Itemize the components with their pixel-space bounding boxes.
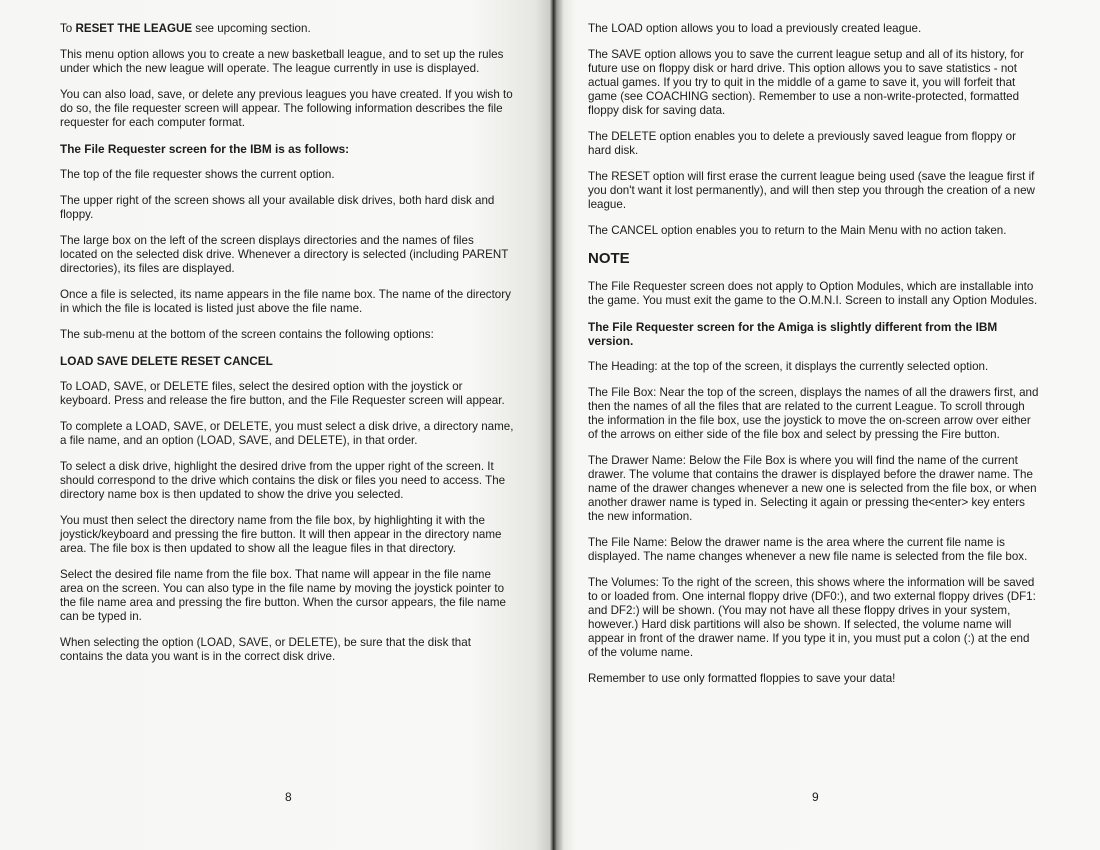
paragraph: The RESET option will first erase the current league being used (save the league first if you don't want it lost permanently), and will then step you through the creation of a new league. — [588, 170, 1035, 211]
note-heading: NOTE — [588, 250, 630, 267]
paragraph: The CANCEL option enables you to return to the Main Menu with no action taken. — [588, 224, 1007, 237]
paragraph: The File Box: Near the top of the screen, displays the names of all the drawers first, and then the names of all the files that are related to the current League. To scroll through the information in the file box, use the joystick to move the on-screen arrow over either of the arrows on either side of the file box and select by pressing the Fire button. — [588, 386, 1039, 441]
paragraph: Select the desired file name from the file box. That name will appear in the file name area on the screen. You can also type in the file name by moving the joystick pointer to the file name area and pressing the fire button. When the cursor appears, the file name can be typed in. — [60, 568, 506, 623]
paragraph: The upper right of the screen shows all your available disk drives, both hard disk and floppy. — [60, 194, 495, 221]
paragraph: The File Requester screen does not apply to Option Modules, which are installable into the game. You must exit the game to the O.M.N.I. Screen to install any Option Modules. — [588, 280, 1038, 307]
reset-league-intro — [60, 22, 514, 36]
paragraph: When selecting the option (LOAD, SAVE, or DELETE), be sure that the disk that contains the data you want is in the correct disk drive. — [60, 636, 471, 663]
paragraph: Once a file is selected, its name appears in the file name box. The name of the directory in which the file is located is listed just above the file name. — [60, 288, 511, 315]
paragraph: The Volumes: To the right of the screen, this shows where the information will be saved to or loaded from. One internal floppy drive (DF0:), and two external floppy drives (DF1: and DF2:) will be shown. (You may not have all these floppy drives in your system, however.) Hard disk partitions will also be shown. If selected, the volume name will appear in front of the drawer name. If you type it in, you must put a colon (:) at the end of the volume name. — [588, 576, 1036, 659]
amiga-section-heading: The File Requester screen for the Amiga is slightly different from the IBM version. — [588, 320, 998, 348]
paragraph: The DELETE option enables you to delete a previously saved league from floppy or hard disk. — [588, 130, 1016, 157]
page-number: 9 — [812, 790, 819, 804]
page-number: 8 — [285, 790, 292, 804]
options-heading: LOAD SAVE DELETE RESET CANCEL — [60, 354, 273, 368]
left-text-column — [60, 22, 514, 676]
paragraph: The SAVE option allows you to save the current league setup and all of its history, for future use on floppy disk or hard drive. This option allows you to save statistics - not actual games. If you try to quit in the middle of a game to save it, you will forfeit that game (see COACHING section). Remember to use a non-write-protected, formatted floppy disk for saving data. — [588, 48, 1024, 117]
paragraph: You can also load, save, or delete any previous leagues you have created. If you wish to do so, the file requester screen will appear. The following information describes the file requester for each computer format. — [60, 88, 513, 129]
paragraph: The large box on the left of the screen displays directories and the names of files located on the selected disk drive. Whenever a directory is selected (including PARENT directories), its files are displayed. — [60, 234, 509, 275]
paragraph: To complete a LOAD, SAVE, or DELETE, you must select a disk drive, a directory name, a file name, and an option (LOAD, SAVE, and DELETE), in that order. — [60, 420, 514, 447]
paragraph: Remember to use only formatted floppies to save your data! — [588, 672, 896, 685]
paragraph: The LOAD option allows you to load a previously created league. — [588, 22, 922, 35]
ibm-section-heading: The File Requester screen for the IBM is as follows: — [60, 142, 350, 156]
paragraph: This menu option allows you to create a new basketball league, and to set up the rules under which the new league will operate. The league currently in use is displayed. — [60, 48, 504, 75]
paragraph: The Drawer Name: Below the File Box is where you will find the name of the current drawer. The volume that contains the drawer is displayed before the drawer name. The name of the drawer changes whenever a new one is selected from the file box, or when another drawer name is typed in. Selecting it again or pressing the<enter> key enters the new information. — [588, 454, 1037, 523]
paragraph: To select a disk drive, highlight the desired drive from the upper right of the screen. It should correspond to the drive which contains the disk or files you need to access. The directory name box is then updated to show the drive you selected. — [60, 460, 506, 501]
paragraph: You must then select the directory name from the file box, by highlighting it with the joystick/keyboard and pressing the fire button. It will then appear in the directory name area. The file box is then updated to show all the league files in that directory. — [60, 514, 502, 555]
paragraph: The top of the file requester shows the current option. — [60, 168, 335, 181]
intro-bold: RESET THE LEAGUE — [75, 22, 193, 35]
intro-suffix: see upcoming section. — [192, 22, 311, 35]
paragraph: The File Name: Below the drawer name is the area where the current file name is displayed. The name changes whenever a new file name is selected from the file box. — [588, 536, 1028, 563]
right-text-column — [588, 22, 1040, 698]
intro-prefix: To — [60, 22, 76, 35]
paragraph: The sub-menu at the bottom of the screen contains the following options: — [60, 328, 434, 341]
right-page — [554, 0, 1100, 850]
paragraph: The Heading: at the top of the screen, it displays the currently selected option. — [588, 360, 989, 373]
paragraph: To LOAD, SAVE, or DELETE files, select the desired option with the joystick or keyboard. Press and release the fire button, and the File Requester screen will appear. — [60, 380, 505, 407]
